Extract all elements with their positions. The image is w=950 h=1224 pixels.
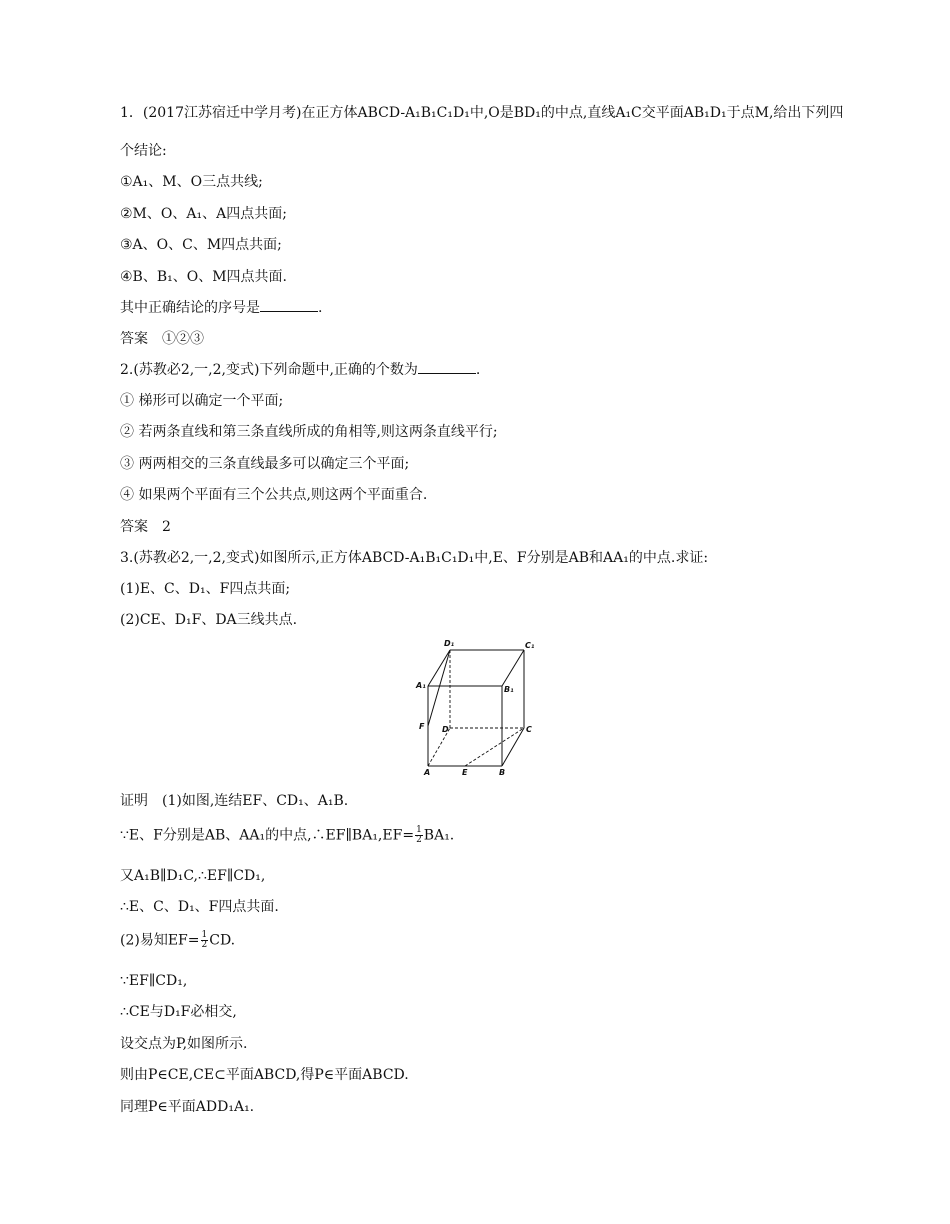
problem3-part-2: (2)CE、D₁F、DA三线共点. (120, 612, 298, 628)
proof-line-2 (120, 826, 454, 845)
fraction-numerator: 1 (201, 930, 208, 940)
edge-B1C1 (502, 650, 524, 686)
problem1-statement-line2: 个结论: (120, 143, 167, 159)
problem1-question-end: . (318, 300, 323, 316)
proof-line-5 (120, 931, 235, 950)
fraction-one-half (415, 826, 423, 845)
fraction-denominator: 2 (201, 940, 208, 950)
segment-EC (465, 728, 524, 766)
problem1-question (120, 299, 322, 317)
label-D: D (442, 725, 449, 734)
problem2-statement-text: 2.(苏教必2,一,2,变式)下列命题中,正确的个数为 (120, 362, 418, 378)
cube-figure (412, 636, 552, 776)
label-B: B (499, 768, 506, 776)
label-D1: D₁ (444, 639, 455, 648)
label-C: C (526, 725, 532, 734)
problem2-proposition-2: ② 若两条直线和第三条直线所成的角相等,则这两条直线平行; (120, 424, 498, 440)
proof-line-5-text: (2)易知EF= (120, 932, 200, 949)
label-F: F (419, 722, 425, 731)
proof-line-7: ∴CE与D₁F必相交, (120, 1004, 237, 1020)
proof-line-1: 证明 (1)如图,连结EF、CD₁、A₁B. (120, 793, 349, 809)
proof-line-3: 又A₁B∥D₁C,∴EF∥CD₁, (120, 868, 266, 884)
proof-line-10: 同理P∈平面ADD₁A₁. (120, 1099, 255, 1115)
problem1-conclusion-4: ④B、B₁、O、M四点共面. (120, 269, 288, 285)
problem2-proposition-1: ① 梯形可以确定一个平面; (120, 393, 284, 409)
problem2-answer: 答案 2 (120, 519, 171, 535)
problem1-conclusion-1: ①A₁、M、O三点共线; (120, 174, 263, 190)
proof-line-8: 设交点为P,如图所示. (120, 1036, 248, 1052)
proof-line-9: 则由P∈CE,CE⊂平面ABCD,得P∈平面ABCD. (120, 1067, 409, 1083)
problem1-answer: 答案 ①②③ (120, 331, 204, 347)
proof-line-2-text: ∵E、F分别是AB、AA₁的中点,∴EF∥BA₁,EF= (120, 827, 415, 844)
label-E: E (462, 768, 468, 776)
problem2-statement-end: . (475, 362, 481, 378)
problem1-statement-line1: 1．(2017江苏宿迁中学月考)在正方体ABCD-A₁B₁C₁D₁中,O是BD₁的中点,直线A₁C交平面AB₁D₁于点M,给出下列四 (120, 105, 844, 121)
proof-line-4: ∴E、C、D₁、F四点共面. (120, 899, 279, 915)
fraction-one-half (201, 931, 209, 950)
problem3-statement: 3.(苏教必2,一,2,变式)如图所示,正方体ABCD-A₁B₁C₁D₁中,E、F分别是AB和AA₁的中点.求证: (120, 550, 709, 566)
label-A1: A₁ (416, 681, 426, 690)
problem1-conclusion-3: ③A、O、C、M四点共面; (120, 237, 282, 253)
segment-FD1 (428, 650, 450, 726)
problem2-proposition-3: ③ 两两相交的三条直线最多可以确定三个平面; (120, 456, 410, 472)
problem3-part-1: (1)E、C、D₁、F四点共面; (120, 581, 291, 597)
label-B1: B₁ (504, 685, 514, 694)
problem2-proposition-4: ④ 如果两个平面有三个公共点,则这两个平面重合. (120, 487, 428, 503)
edge-A1D1 (428, 650, 450, 686)
proof-line-5-end: CD. (209, 932, 236, 949)
label-A: A (424, 768, 431, 776)
answer-blank (418, 361, 476, 374)
label-C1: C₁ (525, 641, 535, 650)
problem1-conclusion-2: ②M、O、A₁、A四点共面; (120, 206, 287, 222)
fraction-numerator: 1 (416, 825, 422, 835)
proof-line-6: ∵EF∥CD₁, (120, 973, 188, 989)
proof-line-2-end: BA₁. (423, 827, 455, 844)
problem2-statement (120, 361, 480, 379)
answer-blank (260, 299, 318, 312)
problem1-question-text: 其中正确结论的序号是 (120, 300, 260, 316)
fraction-denominator: 2 (416, 835, 422, 845)
edge-BC (502, 728, 524, 766)
